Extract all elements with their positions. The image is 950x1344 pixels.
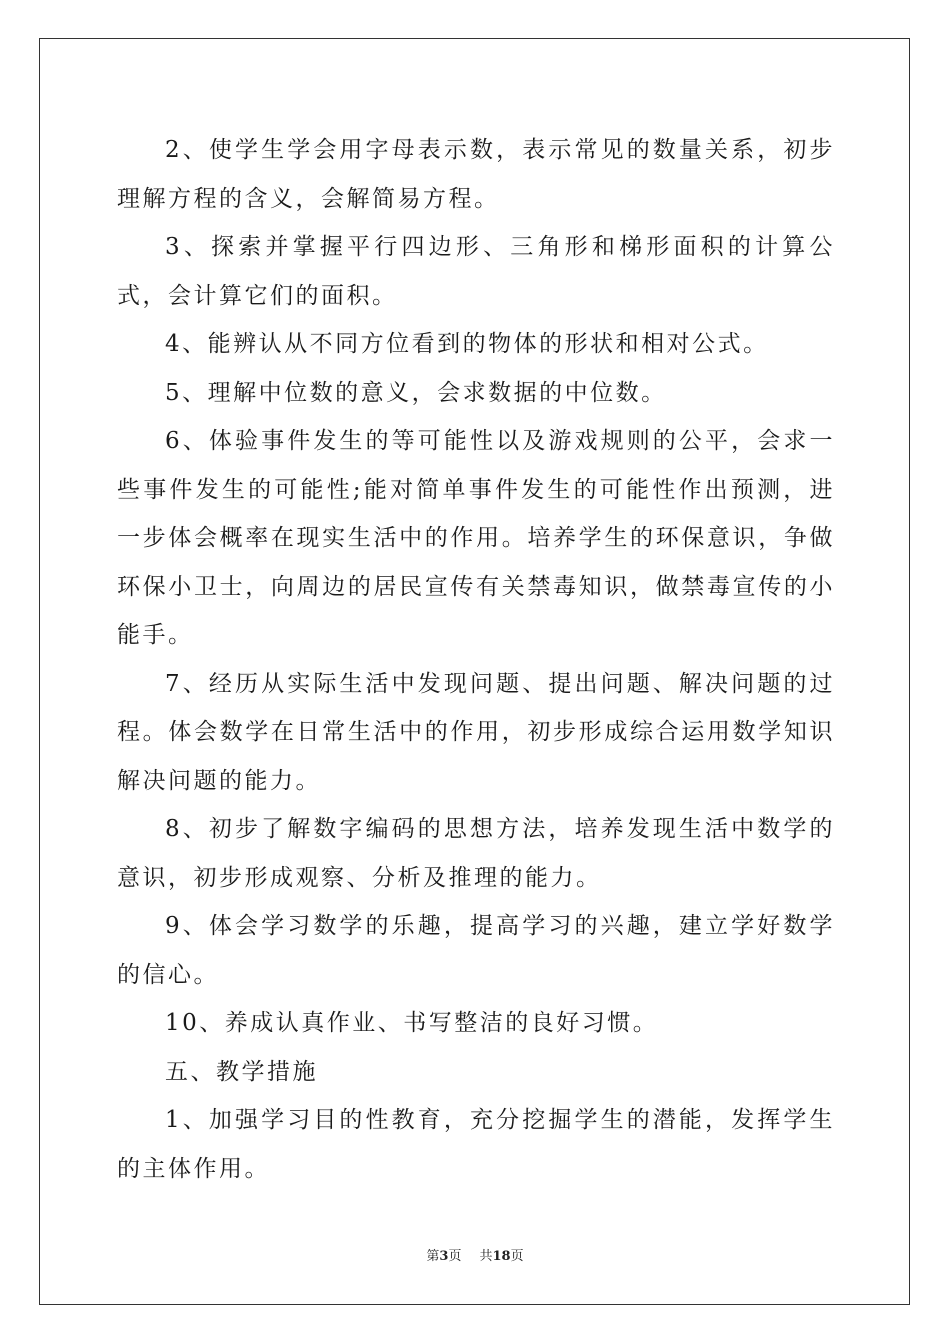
paragraph-measure-1: 1、加强学习目的性教育，充分挖掘学生的潜能，发挥学生的主体作用。 bbox=[117, 1107, 835, 1182]
paragraph-item-4: 4、能辨认从不同方位看到的物体的形状和相对公式。 bbox=[165, 331, 769, 357]
paragraph-item-6: 6、体验事件发生的等可能性以及游戏规则的公平，会求一些事件发生的可能性;能对简单事件发生的可能性作出预测，进一步体会概率在现实生活中的作用。培养学生的环保意识，争做环保小卫士，向周边的居民宣传有关禁毒知识，做禁毒宣传的小能手。 bbox=[117, 428, 835, 648]
paragraph-item-10: 10、养成认真作业、书写整洁的良好习惯。 bbox=[165, 1010, 659, 1036]
paragraph-item-3: 3、探索并掌握平行四边形、三角形和梯形面积的计算公式，会计算它们的面积。 bbox=[117, 234, 835, 309]
paragraph-item-8: 8、初步了解数字编码的思想方法，培养发现生活中数学的意识，初步形成观察、分析及推理的能力。 bbox=[117, 816, 835, 891]
paragraph-item-5: 5、理解中位数的意义，会求数据的中位数。 bbox=[165, 379, 667, 406]
current-page-number: 3 bbox=[439, 1249, 449, 1264]
document-body bbox=[117, 126, 835, 1193]
section-heading-teaching-measures: 五、教学措施 bbox=[165, 1058, 318, 1085]
total-suffix: 页 bbox=[510, 1249, 524, 1264]
total-prefix: 共 bbox=[479, 1249, 493, 1264]
paragraph-item-9: 9、体会学习数学的乐趣，提高学习的兴趣，建立学好数学的信心。 bbox=[117, 913, 835, 988]
paragraph-item-7: 7、经历从实际生活中发现问题、提出问题、解决问题的过程。体会数学在日常生活中的作用，初步形成综合运用数学知识解决问题的能力。 bbox=[117, 670, 835, 794]
page-footer bbox=[0, 1248, 950, 1266]
page-suffix: 页 bbox=[448, 1249, 462, 1264]
page-prefix: 第 bbox=[426, 1249, 440, 1264]
paragraph-item-2: 2、使学生学会用字母表示数，表示常见的数量关系，初步理解方程的含义，会解简易方程。 bbox=[117, 137, 835, 212]
total-page-count: 18 bbox=[492, 1249, 511, 1264]
